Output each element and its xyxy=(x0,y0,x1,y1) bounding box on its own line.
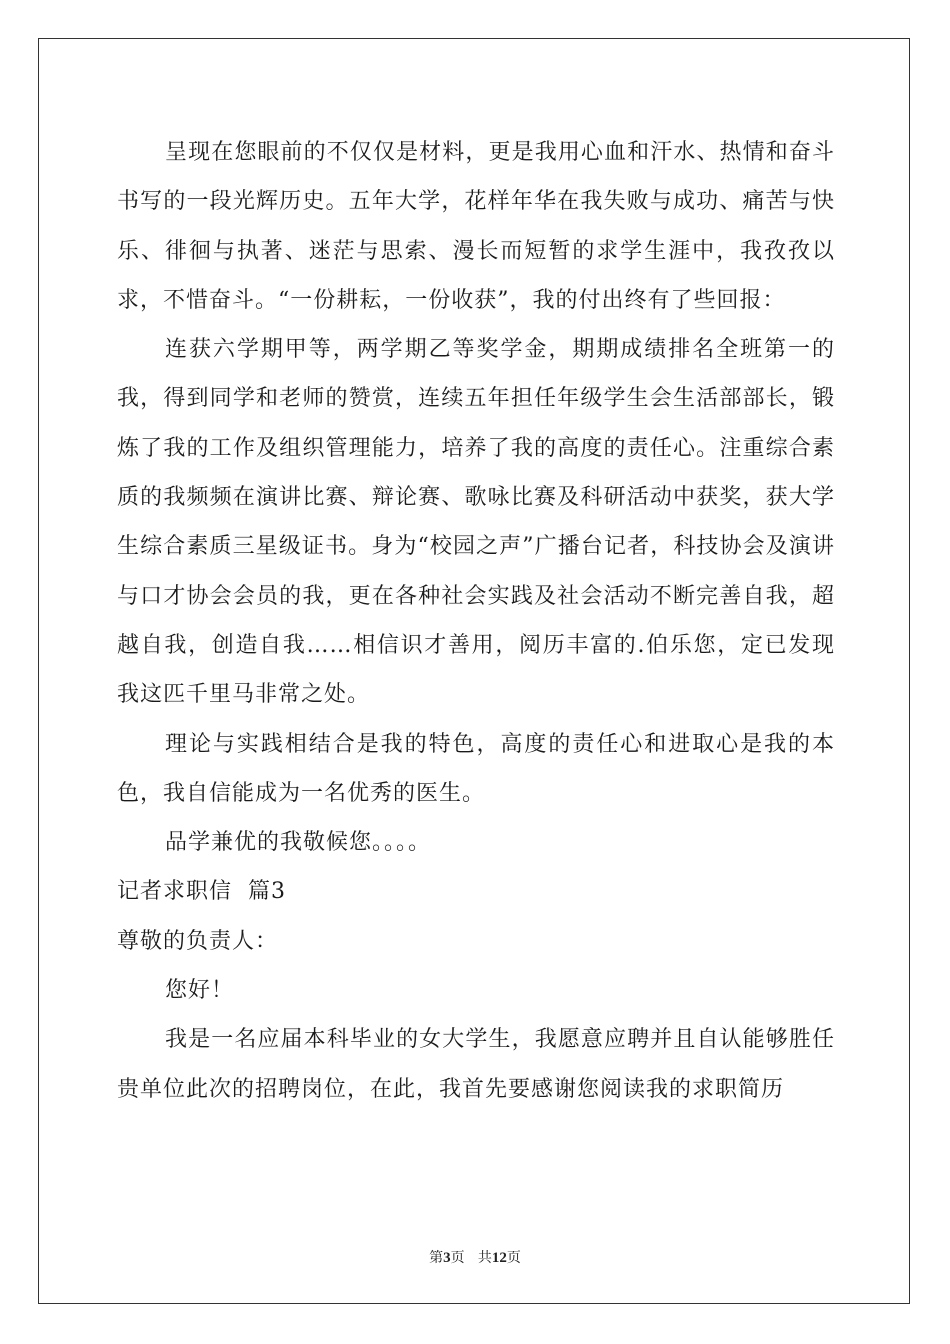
footer-total-pages: 12 xyxy=(491,1250,507,1266)
document-body xyxy=(117,128,835,1114)
paragraph-achievements: 连获六学期甲等，两学期乙等奖学金，期期成绩排名全班第一的我，得到同学和老师的赞赏，连续五年担任年级学生会生活部部长，锻炼了我的工作及组织管理能力，培养了我的高度的责任心。注重综合素质的我频频在演讲比赛、辩论赛、歌咏比赛及科研活动中获奖，获大学生综合素质三星级证书。身为“校园之声”广播台记者，科技协会及演讲与口才协会会员的我，更在各种社会实践及社会活动不断完善自我，超越自我，创造自我……相信识才善用，阅历丰富的.伯乐您，定已发现我这匹千里马非常之处。 xyxy=(117,337,835,708)
paragraph-characteristics: 理论与实践相结合是我的特色，高度的责任心和进取心是我的本色，我自信能成为一名优秀的医生。 xyxy=(117,731,835,806)
footer-prefix: 第 xyxy=(429,1250,444,1266)
page-footer xyxy=(0,1247,950,1267)
paragraph-intro: 呈现在您眼前的不仅仅是材料，更是我用心血和汗水、热情和奋斗书写的一段光辉历史。五年大学，花样年华在我失败与成功、痛苦与快乐、徘徊与执著、迷茫与思索、漫长而短暂的求学生涯中，我孜孜以求，不惜奋斗。“一份耕耘，一份收获”，我的付出终有了些回报： xyxy=(117,140,835,313)
paragraph-closing: 品学兼优的我敬候您。。。。 xyxy=(165,830,432,856)
footer-page-number: 3 xyxy=(443,1250,451,1266)
footer-suffix: 页 xyxy=(506,1250,521,1266)
greeting: 您好！ xyxy=(165,978,235,1004)
footer-middle: 页 共 xyxy=(450,1250,492,1266)
paragraph-self-introduction: 我是一名应届本科毕业的女大学生，我愿意应聘并且自认能够胜任贵单位此次的招聘岗位，在此，我首先要感谢您阅读我的求职简历 xyxy=(117,1027,835,1102)
section-heading: 记者求职信 篇3 xyxy=(117,879,286,905)
salutation: 尊敬的负责人： xyxy=(117,928,279,954)
